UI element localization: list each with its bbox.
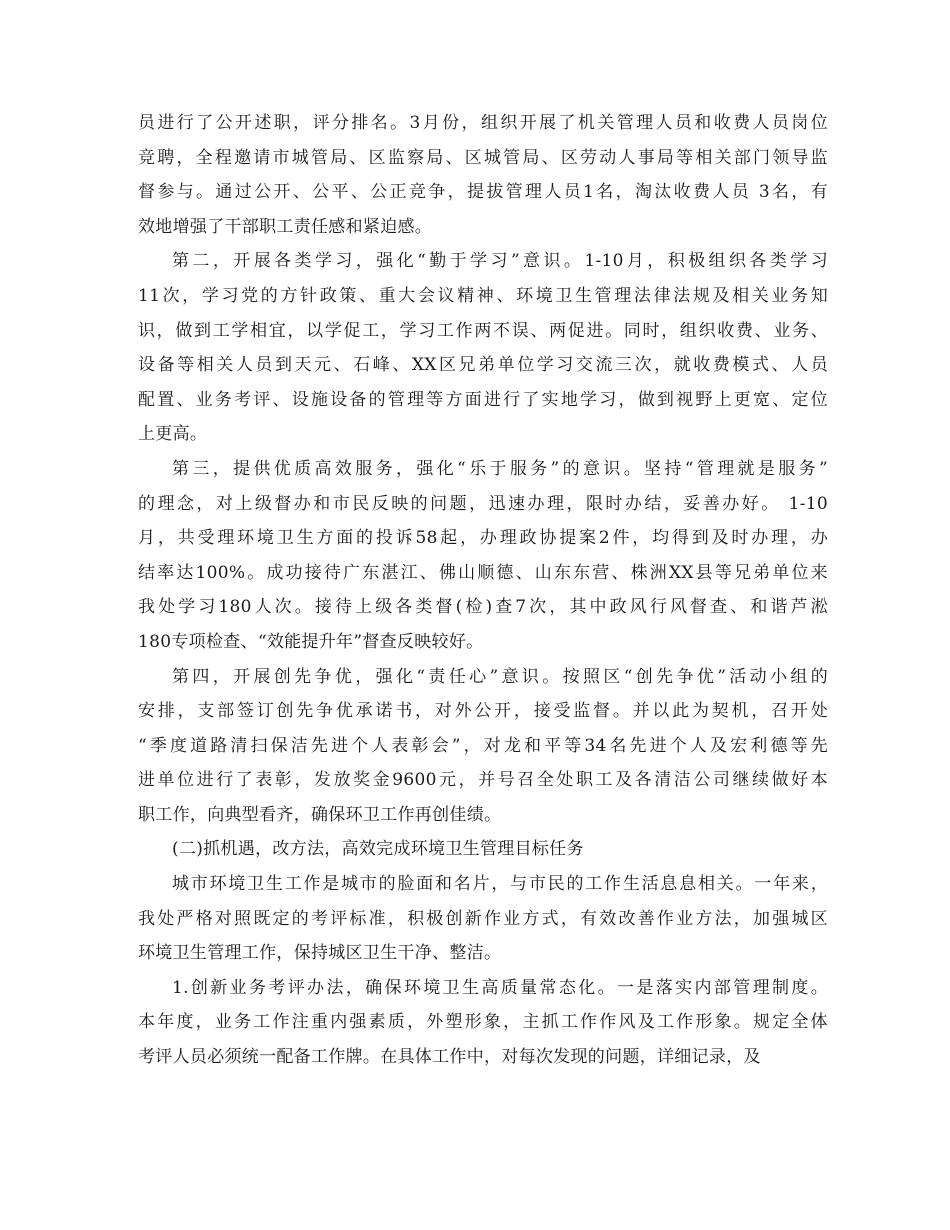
paragraph-line: 的理念，对上级督办和市民反映的问题，迅速办理，限时办结，妥善办好。 1-10 — [138, 493, 828, 514]
paragraph-line: 安排，支部签订创先争优承诺书，对外公开，接受监督。并以此为契机，召开处 — [138, 701, 828, 722]
paragraph — [138, 832, 828, 867]
paragraph-line: 我处学习180人次。接待上级各类督(检)查7次，其中政风行风督查、和谐芦淞 — [138, 597, 828, 618]
paragraph-line: (二)抓机遇，改方法，高效完成环境卫生管理目标任务 — [172, 839, 584, 860]
paragraph-line: 第二，开展各类学习，强化“勤于学习”意识。1-10月，积极组织各类学习 — [172, 251, 828, 272]
paragraph-line: 上更高。 — [138, 424, 208, 445]
paragraph-line: 本年度，业务工作注重内强素质，外塑形象，主抓工作作风及工作形象。规定全体 — [138, 1012, 828, 1033]
paragraph-line: 员进行了公开述职，评分排名。3月份，组织开展了机关管理人员和收费人员岗位 — [138, 113, 828, 133]
paragraph-line: 设备等相关人员到天元、石峰、XX区兄弟单位学习交流三次，就收费模式、人员 — [138, 355, 828, 376]
paragraph-line: 180专项检查、“效能提升年”督查反映较好。 — [138, 631, 484, 652]
paragraph-line: 第三，提供优质高效服务，强化“乐于服务”的意识。坚持“管理就是服务” — [172, 458, 828, 479]
paragraph-line: 进单位进行了表彰，发放奖金9600元，并号召全处职工及各清洁公司继续做好本 — [138, 770, 828, 791]
paragraph-line: 竞聘，全程邀请市城管局、区监察局、区城管局、区劳动人事局等相关部门领导监 — [138, 147, 828, 168]
paragraph — [138, 244, 828, 452]
paragraph — [138, 452, 828, 660]
paragraph-line: 结率达100%。成功接待广东湛江、佛山顺德、山东东营、株洲XX县等兄弟单位来 — [138, 562, 828, 583]
paragraph — [138, 660, 828, 833]
paragraph-line: 督参与。通过公开、公平、公正竞争，提拔管理人员1名，淘汰收费人员 3名，有 — [138, 182, 828, 203]
paragraph-line: 职工作，向典型看齐，确保环卫工作再创佳绩。 — [138, 804, 502, 825]
paragraph-line: 11次，学习党的方针政策、重大会议精神、环境卫生管理法律法规及相关业务知 — [138, 285, 828, 306]
paragraph-line: 环境卫生管理工作，保持城区卫生干净、整洁。 — [138, 943, 502, 964]
document-body — [138, 106, 828, 1075]
paragraph-line: 识，做到工学相宜，以学促工，学习工作两不误、两促进。同时，组织收费、业务、 — [138, 320, 828, 341]
paragraph-line: 1.创新业务考评办法，确保环境卫生高质量常态化。一是落实内部管理制度。 — [172, 977, 828, 998]
paragraph-line: “季度道路清扫保洁先进个人表彰会”，对龙和平等34名先进个人及宏利德等先 — [138, 735, 828, 756]
paragraph-line: 效地增强了干部职工责任感和紧迫感。 — [138, 216, 433, 237]
paragraph — [138, 971, 828, 1075]
paragraph-line: 城市环境卫生工作是城市的脸面和名片，与市民的工作生活息息相关。一年来， — [172, 874, 828, 895]
paragraph — [138, 106, 828, 244]
paragraph-line: 配置、业务考评、设施设备的管理等方面进行了实地学习，做到视野上更宽、定位 — [138, 389, 828, 410]
paragraph-line: 第四，开展创先争优，强化“责任心”意识。按照区“创先争优”活动小组的 — [172, 666, 828, 687]
paragraph-line: 考评人员必须统一配备工作牌。在具体工作中，对每次发现的问题，详细记录，及 — [138, 1047, 761, 1068]
paragraph-line: 月，共受理环境卫生方面的投诉58起，办理政协提案2件，均得到及时办理，办 — [138, 528, 828, 549]
paragraph — [138, 867, 828, 971]
paragraph-line: 我处严格对照既定的考评标准，积极创新作业方式，有效改善作业方法，加强城区 — [138, 908, 828, 929]
